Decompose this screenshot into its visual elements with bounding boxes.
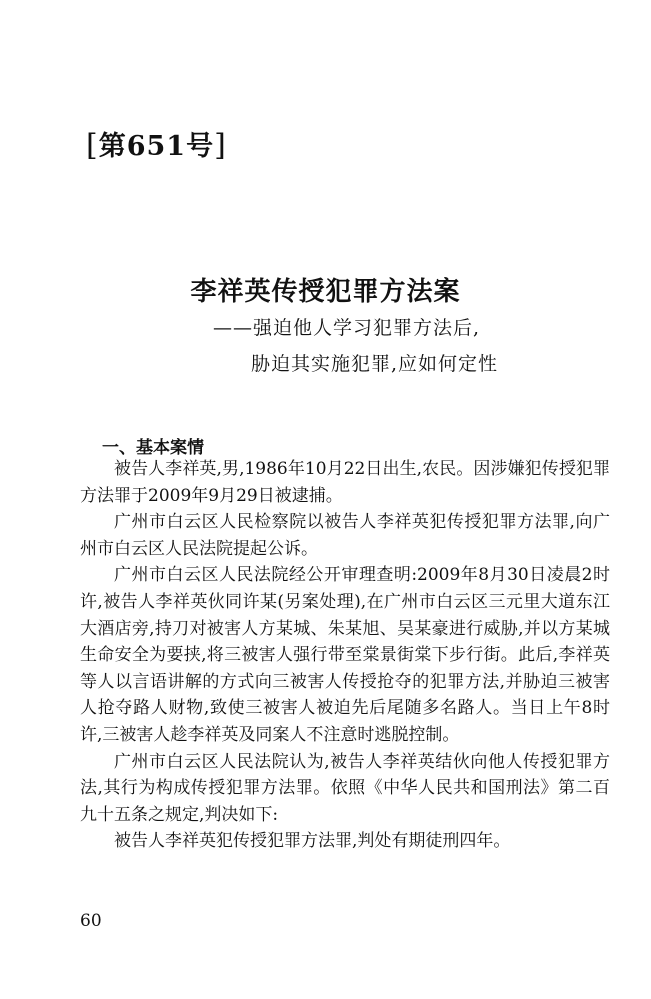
case-number-bracket-open: [	[86, 128, 99, 163]
case-number-bracket-close: ]	[214, 128, 227, 163]
case-body	[80, 456, 610, 855]
paragraph-5: 被告人李祥英犯传授犯罪方法罪,判处有期徒刑四年。	[114, 831, 511, 852]
subtitle-line-1: ——强迫他人学习犯罪方法后,	[213, 317, 481, 339]
case-title: 李祥英传授犯罪方法案	[190, 277, 461, 307]
paragraph-4: 广州市白云区人民法院认为,被告人李祥英结伙向他人传授犯罪方法,其行为构成传授犯罪方法罪。依照《中华人民共和国刑法》第二百九十五条之规定,判决如下:	[80, 751, 610, 825]
case-number	[86, 124, 227, 163]
paragraph-3: 广州市白云区人民法院经公开审理查明:2009年8月30日凌晨2时许,被告人李祥英伙同许某(另案处理),在广州市白云区三元里大道东江大酒店旁,持刀对被害人方某城、朱某旭、吴某豪进行威胁,并以方某城生命安全为要挟,将三被害人强行带至棠景街棠下步行街。此后,李祥英等人以言语讲解的方式向三被害人传授抢夺的犯罪方法,并胁迫三被害人抢夺路人财物,致使三被害人被迫先后尾随多名路人。当日上午8时许,三被害人趁李祥英及同案人不注意时逃脱控制。	[80, 565, 610, 745]
section-heading: 一、基本案情	[102, 438, 204, 458]
paragraph-2: 广州市白云区人民检察院以被告人李祥英犯传授犯罪方法罪,向广州市白云区人民法院提起公诉。	[80, 512, 610, 559]
case-number-label: 第651号	[98, 131, 215, 162]
page-number: 60	[80, 911, 102, 931]
subtitle-line-2: 胁迫其实施犯罪,应如何定性	[251, 353, 499, 375]
paragraph-1: 被告人李祥英,男,1986年10月22日出生,农民。因涉嫌犯传授犯罪方法罪于2009年9月29日被逮捕。	[80, 459, 610, 506]
